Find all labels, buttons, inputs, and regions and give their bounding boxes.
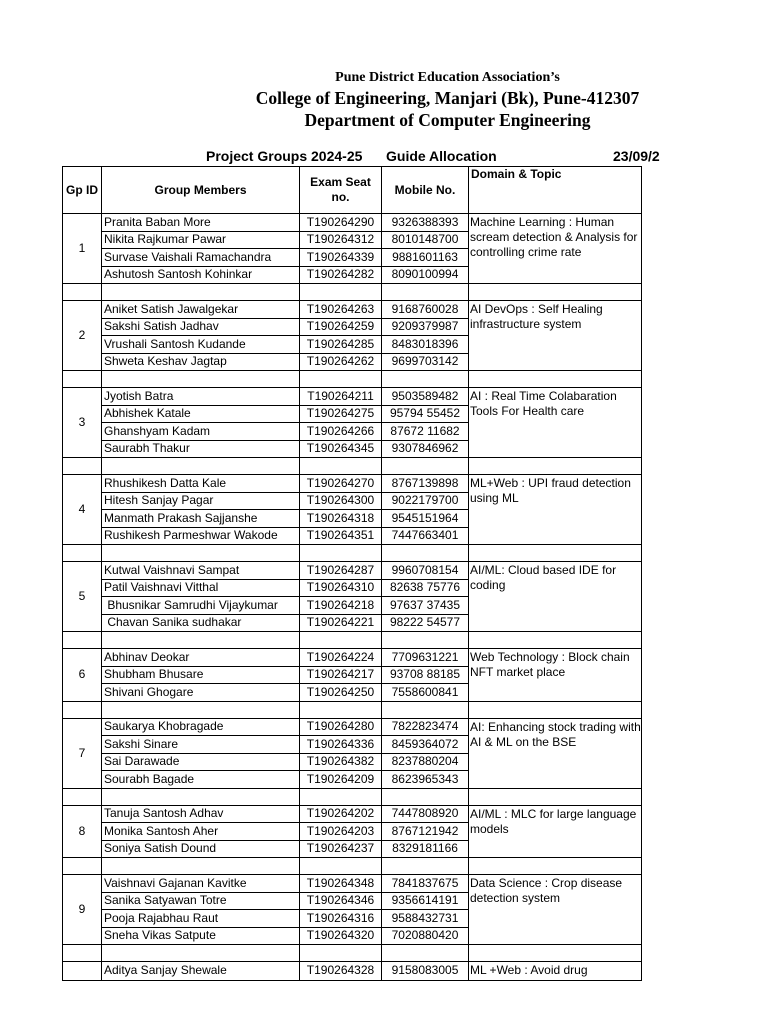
exam-seat-cell: T190264316	[300, 910, 382, 928]
member-name-cell: Ghanshyam Kadam	[102, 423, 300, 441]
member-name-cell: Aditya Sanjay Shewale	[102, 962, 300, 981]
member-name-cell: Abhishek Katale	[102, 405, 300, 423]
mobile-number-cell: 7447808920	[382, 805, 469, 823]
empty-cell	[102, 701, 300, 718]
table-row	[63, 301, 642, 319]
member-name-cell: Pooja Rajabhau Raut	[102, 910, 300, 928]
mobile-number-cell: 98222 54577	[382, 614, 469, 632]
group-allocation-table	[62, 166, 642, 981]
exam-seat-cell: T190264263	[300, 301, 382, 319]
exam-seat-cell: T190264346	[300, 892, 382, 910]
empty-cell	[469, 458, 642, 475]
column-header-mobile-no: Mobile No.	[382, 167, 469, 214]
domain-topic-cell: Web Technology : Block chain NFT market place	[469, 649, 642, 702]
exam-seat-cell: T190264336	[300, 736, 382, 754]
mobile-number-cell: 9356614191	[382, 892, 469, 910]
exam-seat-cell: T190264237	[300, 840, 382, 858]
empty-cell	[382, 284, 469, 301]
mobile-number-cell: 8459364072	[382, 736, 469, 754]
association-name: Pune District Education Association’s	[335, 70, 560, 85]
project-groups-title: Project Groups 2024-25	[206, 148, 363, 164]
domain-topic-cell: AI/ML: Cloud based IDE for coding	[469, 562, 642, 632]
empty-cell	[63, 858, 102, 875]
exam-seat-cell: T190264211	[300, 388, 382, 406]
mobile-number-cell: 9960708154	[382, 562, 469, 580]
group-separator-row	[63, 458, 642, 475]
empty-cell	[102, 284, 300, 301]
group-id-cell	[63, 962, 102, 981]
exam-seat-cell: T190264287	[300, 562, 382, 580]
exam-seat-cell: T190264310	[300, 579, 382, 597]
mobile-number-cell: 9503589482	[382, 388, 469, 406]
empty-cell	[469, 545, 642, 562]
empty-cell	[469, 788, 642, 805]
mobile-number-cell: 8623965343	[382, 771, 469, 789]
exam-seat-cell: T190264318	[300, 510, 382, 528]
empty-cell	[469, 858, 642, 875]
mobile-number-cell: 7841837675	[382, 875, 469, 893]
empty-cell	[382, 371, 469, 388]
exam-seat-cell: T190264259	[300, 318, 382, 336]
exam-seat-cell: T190264209	[300, 771, 382, 789]
empty-cell	[300, 632, 382, 649]
member-name-cell: Vaishnavi Gajanan Kavitke	[102, 875, 300, 893]
exam-seat-cell: T190264348	[300, 875, 382, 893]
domain-topic-cell: Machine Learning : Human scream detection & Analysis for controlling crime rate	[469, 214, 642, 284]
member-name-cell: Shivani Ghogare	[102, 684, 300, 702]
exam-seat-cell: T190264328	[300, 962, 382, 981]
group-separator-row	[63, 788, 642, 805]
group-id-cell: 7	[63, 718, 102, 788]
table-row	[63, 388, 642, 406]
exam-seat-cell: T190264312	[300, 231, 382, 249]
member-name-cell: Kutwal Vaishnavi Sampat	[102, 562, 300, 580]
table-body	[63, 214, 642, 981]
empty-cell	[300, 788, 382, 805]
table-row	[63, 475, 642, 493]
member-name-cell: Bhusnikar Samrudhi Vijaykumar	[102, 597, 300, 615]
mobile-number-cell: 8767139898	[382, 475, 469, 493]
domain-topic-cell: AI DevOps : Self Healing infrastructure system	[469, 301, 642, 371]
exam-seat-cell: T190264300	[300, 492, 382, 510]
mobile-number-cell: 9588432731	[382, 910, 469, 928]
member-name-cell: Sakshi Sinare	[102, 736, 300, 754]
member-name-cell: Aniket Satish Jawalgekar	[102, 301, 300, 319]
guide-allocation-title: Guide Allocation	[386, 148, 497, 164]
college-name: College of Engineering, Manjari (Bk), Pune-412307	[255, 88, 640, 108]
empty-cell	[63, 788, 102, 805]
member-name-cell: Nikita Rajkumar Pawar	[102, 231, 300, 249]
exam-seat-cell: T190264320	[300, 927, 382, 945]
mobile-number-cell: 9158083005	[382, 962, 469, 981]
group-id-cell: 8	[63, 805, 102, 858]
member-name-cell: Monika Santosh Aher	[102, 823, 300, 841]
group-separator-row	[63, 371, 642, 388]
table-row	[63, 649, 642, 667]
member-name-cell: Manmath Prakash Sajjanshe	[102, 510, 300, 528]
empty-cell	[102, 632, 300, 649]
empty-cell	[63, 371, 102, 388]
mobile-number-cell: 93708 88185	[382, 666, 469, 684]
member-name-cell: Saurabh Thakur	[102, 440, 300, 458]
member-name-cell: Sakshi Satish Jadhav	[102, 318, 300, 336]
member-name-cell: Sanika Satyawan Totre	[102, 892, 300, 910]
domain-topic-cell: ML+Web : UPI fraud detection using ML	[469, 475, 642, 545]
exam-seat-cell: T190264290	[300, 214, 382, 232]
group-separator-row	[63, 632, 642, 649]
domain-topic-cell: AI/ML : MLC for large language models	[469, 805, 642, 858]
empty-cell	[469, 284, 642, 301]
empty-cell	[102, 371, 300, 388]
mobile-number-cell: 8090100994	[382, 266, 469, 284]
empty-cell	[300, 371, 382, 388]
group-id-cell: 4	[63, 475, 102, 545]
empty-cell	[300, 458, 382, 475]
empty-cell	[63, 701, 102, 718]
exam-seat-cell: T190264224	[300, 649, 382, 667]
exam-seat-cell: T190264221	[300, 614, 382, 632]
exam-seat-cell: T190264339	[300, 249, 382, 267]
mobile-number-cell: 87672 11682	[382, 423, 469, 441]
empty-cell	[469, 701, 642, 718]
empty-cell	[382, 945, 469, 962]
member-name-cell: Shubham Bhusare	[102, 666, 300, 684]
mobile-number-cell: 8010148700	[382, 231, 469, 249]
empty-cell	[300, 858, 382, 875]
empty-cell	[469, 371, 642, 388]
domain-topic-cell: AI: Enhancing stock trading with AI & ML on the BSE	[469, 718, 642, 788]
exam-seat-cell: T190264382	[300, 753, 382, 771]
member-name-cell: Sneha Vikas Satpute	[102, 927, 300, 945]
empty-cell	[382, 788, 469, 805]
mobile-number-cell: 9307846962	[382, 440, 469, 458]
exam-seat-cell: T190264270	[300, 475, 382, 493]
table-row	[63, 562, 642, 580]
empty-cell	[382, 858, 469, 875]
table-row	[63, 962, 642, 981]
empty-cell	[382, 632, 469, 649]
mobile-number-cell: 7558600841	[382, 684, 469, 702]
column-header-group-members: Group Members	[102, 167, 300, 214]
member-name-cell: Vrushali Santosh Kudande	[102, 336, 300, 354]
mobile-number-cell: 9881601163	[382, 249, 469, 267]
exam-seat-cell: T190264345	[300, 440, 382, 458]
mobile-number-cell: 7822823474	[382, 718, 469, 736]
empty-cell	[63, 458, 102, 475]
empty-cell	[63, 284, 102, 301]
table-row	[63, 214, 642, 232]
mobile-number-cell: 9326388393	[382, 214, 469, 232]
member-name-cell: Pranita Baban More	[102, 214, 300, 232]
empty-cell	[102, 858, 300, 875]
empty-cell	[469, 632, 642, 649]
mobile-number-cell: 8237880204	[382, 753, 469, 771]
group-separator-row	[63, 545, 642, 562]
mobile-number-cell: 8329181166	[382, 840, 469, 858]
empty-cell	[300, 284, 382, 301]
group-separator-row	[63, 945, 642, 962]
mobile-number-cell: 82638 75776	[382, 579, 469, 597]
exam-seat-cell: T190264280	[300, 718, 382, 736]
group-id-cell: 3	[63, 388, 102, 458]
empty-cell	[102, 945, 300, 962]
column-header-gp-id: Gp ID	[63, 167, 102, 214]
exam-seat-cell: T190264250	[300, 684, 382, 702]
member-name-cell: Rhushikesh Datta Kale	[102, 475, 300, 493]
member-name-cell: Sourabh Bagade	[102, 771, 300, 789]
empty-cell	[102, 788, 300, 805]
mobile-number-cell: 97637 37435	[382, 597, 469, 615]
member-name-cell: Soniya Satish Dound	[102, 840, 300, 858]
mobile-number-cell: 8767121942	[382, 823, 469, 841]
group-id-cell: 6	[63, 649, 102, 702]
domain-topic-cell: AI : Real Time Colabaration Tools For Health care	[469, 388, 642, 458]
table-row	[63, 875, 642, 893]
empty-cell	[63, 945, 102, 962]
group-separator-row	[63, 284, 642, 301]
mobile-number-cell: 7020880420	[382, 927, 469, 945]
mobile-number-cell: 95794 55452	[382, 405, 469, 423]
exam-seat-cell: T190264203	[300, 823, 382, 841]
member-name-cell: Sai Darawade	[102, 753, 300, 771]
group-id-cell: 5	[63, 562, 102, 632]
table-header-row	[63, 167, 642, 214]
mobile-number-cell: 9699703142	[382, 353, 469, 371]
mobile-number-cell: 9022179700	[382, 492, 469, 510]
group-separator-row	[63, 858, 642, 875]
column-header-domain-topic: Domain & Topic	[469, 167, 642, 214]
table-row	[63, 718, 642, 736]
member-name-cell: Patil Vaishnavi Vitthal	[102, 579, 300, 597]
domain-topic-cell: Data Science : Crop disease detection system	[469, 875, 642, 945]
mobile-number-cell: 9545151964	[382, 510, 469, 528]
member-name-cell: Saukarya Khobragade	[102, 718, 300, 736]
exam-seat-cell: T190264202	[300, 805, 382, 823]
column-header-exam-seat	[300, 167, 382, 214]
empty-cell	[102, 458, 300, 475]
member-name-cell: Hitesh Sanjay Pagar	[102, 492, 300, 510]
empty-cell	[300, 545, 382, 562]
member-name-cell: Jyotish Batra	[102, 388, 300, 406]
empty-cell	[469, 945, 642, 962]
table-row	[63, 805, 642, 823]
column-header-exam-seat-label: Exam Seat no.	[310, 175, 371, 204]
empty-cell	[382, 701, 469, 718]
exam-seat-cell: T190264217	[300, 666, 382, 684]
mobile-number-cell: 7709631221	[382, 649, 469, 667]
exam-seat-cell: T190264275	[300, 405, 382, 423]
empty-cell	[102, 545, 300, 562]
department-name: Department of Computer Engineering	[304, 110, 591, 130]
document-date: 23/09/2	[613, 148, 660, 164]
mobile-number-cell: 7447663401	[382, 527, 469, 545]
group-id-cell: 9	[63, 875, 102, 945]
group-id-cell: 1	[63, 214, 102, 284]
mobile-number-cell: 8483018396	[382, 336, 469, 354]
group-separator-row	[63, 701, 642, 718]
exam-seat-cell: T190264285	[300, 336, 382, 354]
group-id-cell: 2	[63, 301, 102, 371]
member-name-cell: Ashutosh Santosh Kohinkar	[102, 266, 300, 284]
exam-seat-cell: T190264266	[300, 423, 382, 441]
empty-cell	[382, 458, 469, 475]
exam-seat-cell: T190264282	[300, 266, 382, 284]
exam-seat-cell: T190264262	[300, 353, 382, 371]
exam-seat-cell: T190264218	[300, 597, 382, 615]
member-name-cell: Chavan Sanika sudhakar	[102, 614, 300, 632]
exam-seat-cell: T190264351	[300, 527, 382, 545]
member-name-cell: Survase Vaishali Ramachandra	[102, 249, 300, 267]
member-name-cell: Tanuja Santosh Adhav	[102, 805, 300, 823]
empty-cell	[300, 945, 382, 962]
empty-cell	[63, 632, 102, 649]
empty-cell	[382, 545, 469, 562]
member-name-cell: Shweta Keshav Jagtap	[102, 353, 300, 371]
mobile-number-cell: 9168760028	[382, 301, 469, 319]
member-name-cell: Abhinav Deokar	[102, 649, 300, 667]
empty-cell	[63, 545, 102, 562]
domain-topic-cell: ML +Web : Avoid drug	[469, 962, 642, 981]
empty-cell	[300, 701, 382, 718]
mobile-number-cell: 9209379987	[382, 318, 469, 336]
member-name-cell: Rushikesh Parmeshwar Wakode	[102, 527, 300, 545]
